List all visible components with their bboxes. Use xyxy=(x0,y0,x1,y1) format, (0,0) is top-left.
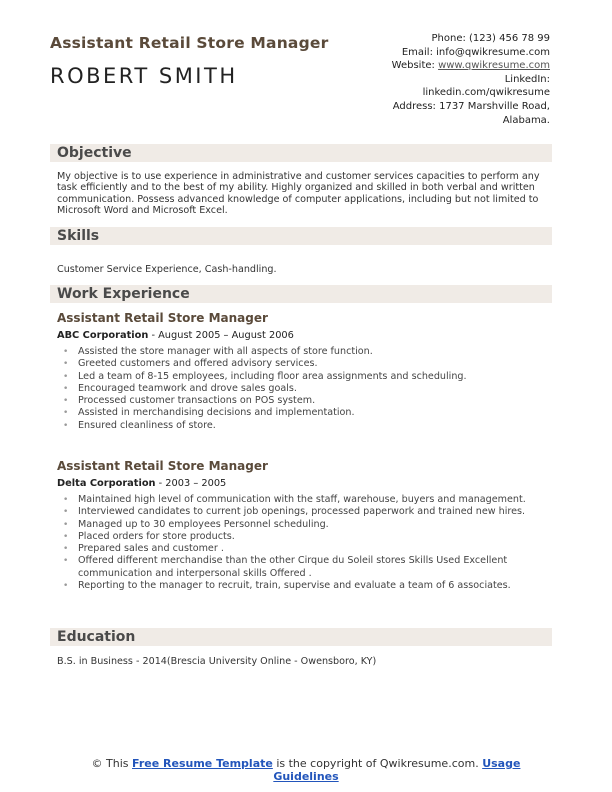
list-item: • Prepared sales and customer . xyxy=(57,543,549,555)
list-item: • Interviewed candidates to current job openings, processed paperwork and trained new hires. xyxy=(57,506,549,518)
list-item: • Reporting to the manager to recruit, train, supervise and evaluate a team of 6 associates. xyxy=(57,580,549,592)
job-1-bullets xyxy=(57,346,549,432)
list-item: • Placed orders for store products. xyxy=(57,531,549,543)
work-title: Work Experience xyxy=(57,286,190,302)
skills-section-header xyxy=(50,227,552,245)
objective-title: Objective xyxy=(57,145,132,161)
list-item: • Managed up to 30 employees Personnel scheduling. xyxy=(57,519,549,531)
list-item: • Processed customer transactions on POS system. xyxy=(57,395,549,407)
work-section-header xyxy=(50,285,552,303)
contact-email: Email: info@qwikresume.com xyxy=(401,46,550,58)
footer-prefix: © This xyxy=(91,757,133,770)
list-item: • Assisted in merchandising decisions and implementation. xyxy=(57,407,549,419)
contact-phone: Phone: (123) 456 78 99 xyxy=(431,33,550,44)
contact-address-line2: Alabama. xyxy=(502,114,550,126)
job-1-company-line xyxy=(57,330,294,341)
contact-linkedin-label: LinkedIn: xyxy=(504,73,550,85)
candidate-name: ROBERT SMITH xyxy=(50,64,238,88)
free-resume-template-link[interactable]: Free Resume Template xyxy=(132,757,273,770)
footer-middle: is the copyright of Qwikresume.com. xyxy=(272,757,483,770)
job-2-company-line xyxy=(57,478,226,489)
contact-linkedin-value: linkedin.com/qwikresume xyxy=(422,87,550,99)
job-1-company: ABC Corporation xyxy=(57,330,149,341)
list-item: • Led a team of 8-15 employees, including floor area assignments and scheduling. xyxy=(57,371,549,383)
skills-title: Skills xyxy=(57,228,100,244)
website-label: Website: xyxy=(391,60,439,72)
job-1-dates: - August 2005 – August 2006 xyxy=(148,330,294,341)
skills-text: Customer Service Experience, Cash-handling. xyxy=(57,264,277,275)
job-2-bullets xyxy=(57,494,549,592)
contact-block xyxy=(392,32,550,127)
list-item: • Encouraged teamwork and drove sales goals. xyxy=(57,383,549,395)
list-item: • Ensured cleanliness of store. xyxy=(57,420,549,432)
education-section-header xyxy=(50,628,552,646)
objective-section-header xyxy=(50,144,552,162)
education-text: B.S. in Business - 2014(Brescia University Online - Owensboro, KY) xyxy=(57,656,377,667)
objective-text: My objective is to use experience in administrative and customer services capacities to perform any task efficiently and to the best of my ability. Highly organized and skilled in both verbal and written communication. Possess advanced knowledge of computer applications, including but not limited to Microsoft Word and Microsoft Excel. xyxy=(57,171,540,217)
job-2-dates: - 2003 – 2005 xyxy=(155,478,227,489)
list-item: • Maintained high level of communication with the staff, warehouse, buyers and management. xyxy=(57,494,549,506)
list-item: • Assisted the store manager with all aspects of store function. xyxy=(57,346,549,358)
job-1-title: Assistant Retail Store Manager xyxy=(57,311,268,325)
list-item: • Greeted customers and offered advisory services. xyxy=(57,358,549,370)
job-2-title: Assistant Retail Store Manager xyxy=(57,459,268,473)
copyright-footer xyxy=(0,757,612,783)
usage-guidelines-link-part2[interactable]: Guidelines xyxy=(273,770,339,783)
list-item: • Offered different merchandise than the other Cirque du Soleil stores Skills Used Excellent communication and interpersonal skills Offered . xyxy=(57,555,549,580)
job-2-company: Delta Corporation xyxy=(57,478,156,489)
resume-job-title: Assistant Retail Store Manager xyxy=(50,34,329,52)
education-title: Education xyxy=(57,629,136,645)
contact-address-line1: Address: 1737 Marshville Road, xyxy=(392,100,550,112)
website-link[interactable]: www.qwikresume.com xyxy=(438,60,550,72)
usage-guidelines-link-part1[interactable]: Usage xyxy=(482,757,521,770)
contact-website xyxy=(392,59,550,73)
